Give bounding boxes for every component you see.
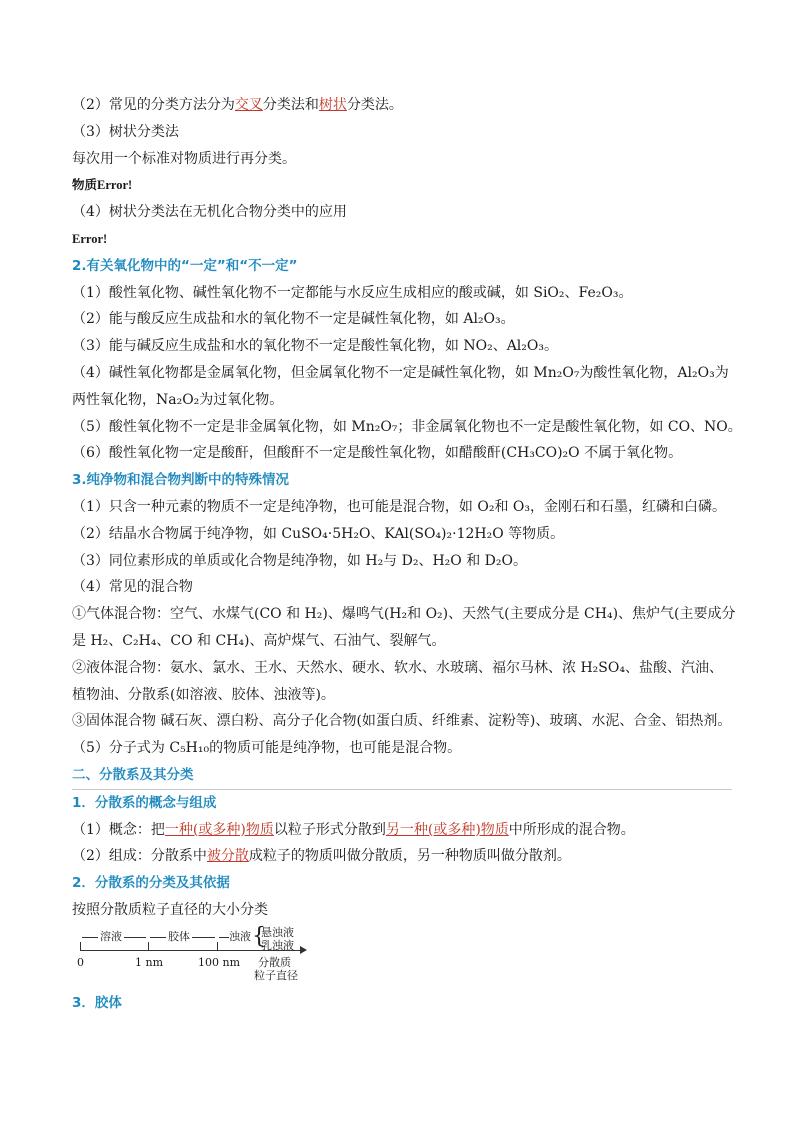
text-line: （3）能与碱反应生成盐和水的氧化物不一定是酸性氧化物，如 NO₂、Al₂O₃。 — [72, 338, 558, 355]
text-line: （2）能与酸反应生成盐和水的氧化物不一定是碱性氧化物，如 Al₂O₃。 — [72, 311, 515, 328]
text-line: ②液体混合物：氨水、氯水、王水、天然水、硬水、软水、水玻璃、福尔马林、浓 H₂SO₄、盐酸、汽油、 — [72, 659, 723, 676]
axis-arrow-icon — [300, 946, 307, 954]
underlined-term: 树状 — [318, 97, 347, 113]
text-line: （1）概念：把一种(或多种)物质以粒子形式分散到另一种(或多种)物质中所形成的混合物。 — [72, 821, 635, 838]
text-line: （2）结晶水合物属于纯净物，如 CuSO₄·5H₂O、KAl(SO₄)₂·12H₂O 等物质。 — [72, 525, 565, 542]
section-heading: 2．分散系的分类及其依据 — [72, 875, 230, 892]
text-line: 两性氧化物，Na₂O₂为过氧化物。 — [72, 391, 284, 408]
text-line: （4）树状分类法在无机化合物分类中的应用 — [72, 204, 347, 221]
tick-mark — [80, 942, 81, 950]
tick-label: 100 nm — [198, 955, 241, 969]
text-line: （5）酸性氧化物不一定是非金属氧化物，如 Mn₂O₇；非金属氧化物也不一定是酸性氧化物，如 CO、NO。 — [72, 418, 742, 435]
section-heading: 2.有关氧化物中的“一定”和“不一定” — [72, 257, 298, 274]
text-line: （5）分子式为 C₅H₁₀的物质可能是纯净物，也可能是混合物。 — [72, 740, 462, 757]
text-line: ①气体混合物：空气、水煤气(CO 和 H₂)、爆鸣气(H₂和 O₂)、天然气(主要成分是 CH₄)、焦炉气(主要成分 — [72, 606, 736, 623]
underlined-term: 另一种(或多种)物质 — [385, 821, 509, 838]
section-heading: 3．胶体 — [72, 994, 122, 1011]
tick-mark — [148, 942, 149, 950]
underlined-term: 一种(或多种)物质 — [164, 821, 274, 838]
axis-label: 粒子直径 — [254, 968, 298, 982]
tick-mark — [217, 942, 218, 950]
text-line: （3）树状分类法 — [72, 123, 179, 140]
text-line: 植物油、分散系(如溶液、胶体、浊液等)。 — [72, 686, 335, 703]
range-line — [219, 937, 229, 938]
dispersion-diagram — [72, 923, 732, 988]
brace-icon: { — [252, 923, 266, 949]
text-line: （6）酸性氧化物一定是酸酐，但酸酐不一定是酸性氧化物，如醋酸酐(CH₃CO)₂O 不属于氧化物。 — [72, 445, 683, 462]
solution-label: 溶液 — [100, 929, 122, 943]
document-page — [72, 92, 742, 1017]
text-line: 按照分散质粒子直径的大小分类 — [72, 901, 268, 918]
colloid-label: 胶体 — [168, 929, 190, 943]
chapter-heading: 二、分散系及其分类 — [72, 762, 732, 790]
tick-label: 0 — [77, 955, 84, 969]
text-line: ③固体混合物 碱石灰、漂白粉、高分子化合物(如蛋白质、纤维素、淀粉等)、玻璃、水泥、合金、铝热剂。 — [72, 713, 732, 730]
suspension-type: 乳浊液 — [261, 938, 294, 952]
error-line: 物质Error! — [72, 178, 133, 193]
underlined-term: 交叉 — [234, 97, 263, 113]
text-line: 是 H₂、C₂H₄、CO 和 CH₄)、高炉煤气、石油气、裂解气。 — [72, 632, 446, 649]
text-line: （1）只含一种元素的物质不一定是纯净物，也可能是混合物，如 O₂和 O₃，金刚石和石墨，红磷和白磷。 — [72, 498, 726, 515]
text-line: 每次用一个标准对物质进行再分类。 — [72, 150, 296, 167]
suspension-type: 悬浊液 — [261, 925, 294, 939]
text-line: （2）常见的分类方法分为交叉分类法和树状分类法。 — [72, 97, 403, 113]
text-line: （4）碱性氧化物都是金属氧化物，但金属氧化物不一定是碱性氧化物，如 Mn₂O₇为酸性氧化物，Al₂O₃为 — [72, 364, 729, 381]
tick-label: 1 nm — [135, 955, 164, 969]
text-line: （4）常见的混合物 — [72, 579, 193, 596]
text-line: （1）酸性氧化物、碱性氧化物不一定都能与水反应生成相应的酸或碱，如 SiO₂、Fe₂O₃。 — [72, 284, 633, 301]
axis-label: 分散质 — [258, 955, 291, 969]
text-line: （2）组成：分散系中被分散成粒子的物质叫做分散质，另一种物质叫做分散剂。 — [72, 848, 571, 865]
error-line: Error! — [72, 231, 108, 246]
section-heading: 3.纯净物和混合物判断中的特殊情况 — [72, 472, 290, 489]
suspension-label: 浊液 — [229, 929, 251, 943]
section-heading: 1．分散系的概念与组成 — [72, 794, 217, 811]
text-line: （3）同位素形成的单质或化合物是纯净物，如 H₂与 D₂、H₂O 和 D₂O。 — [72, 552, 527, 569]
underlined-term: 被分散 — [206, 848, 249, 865]
